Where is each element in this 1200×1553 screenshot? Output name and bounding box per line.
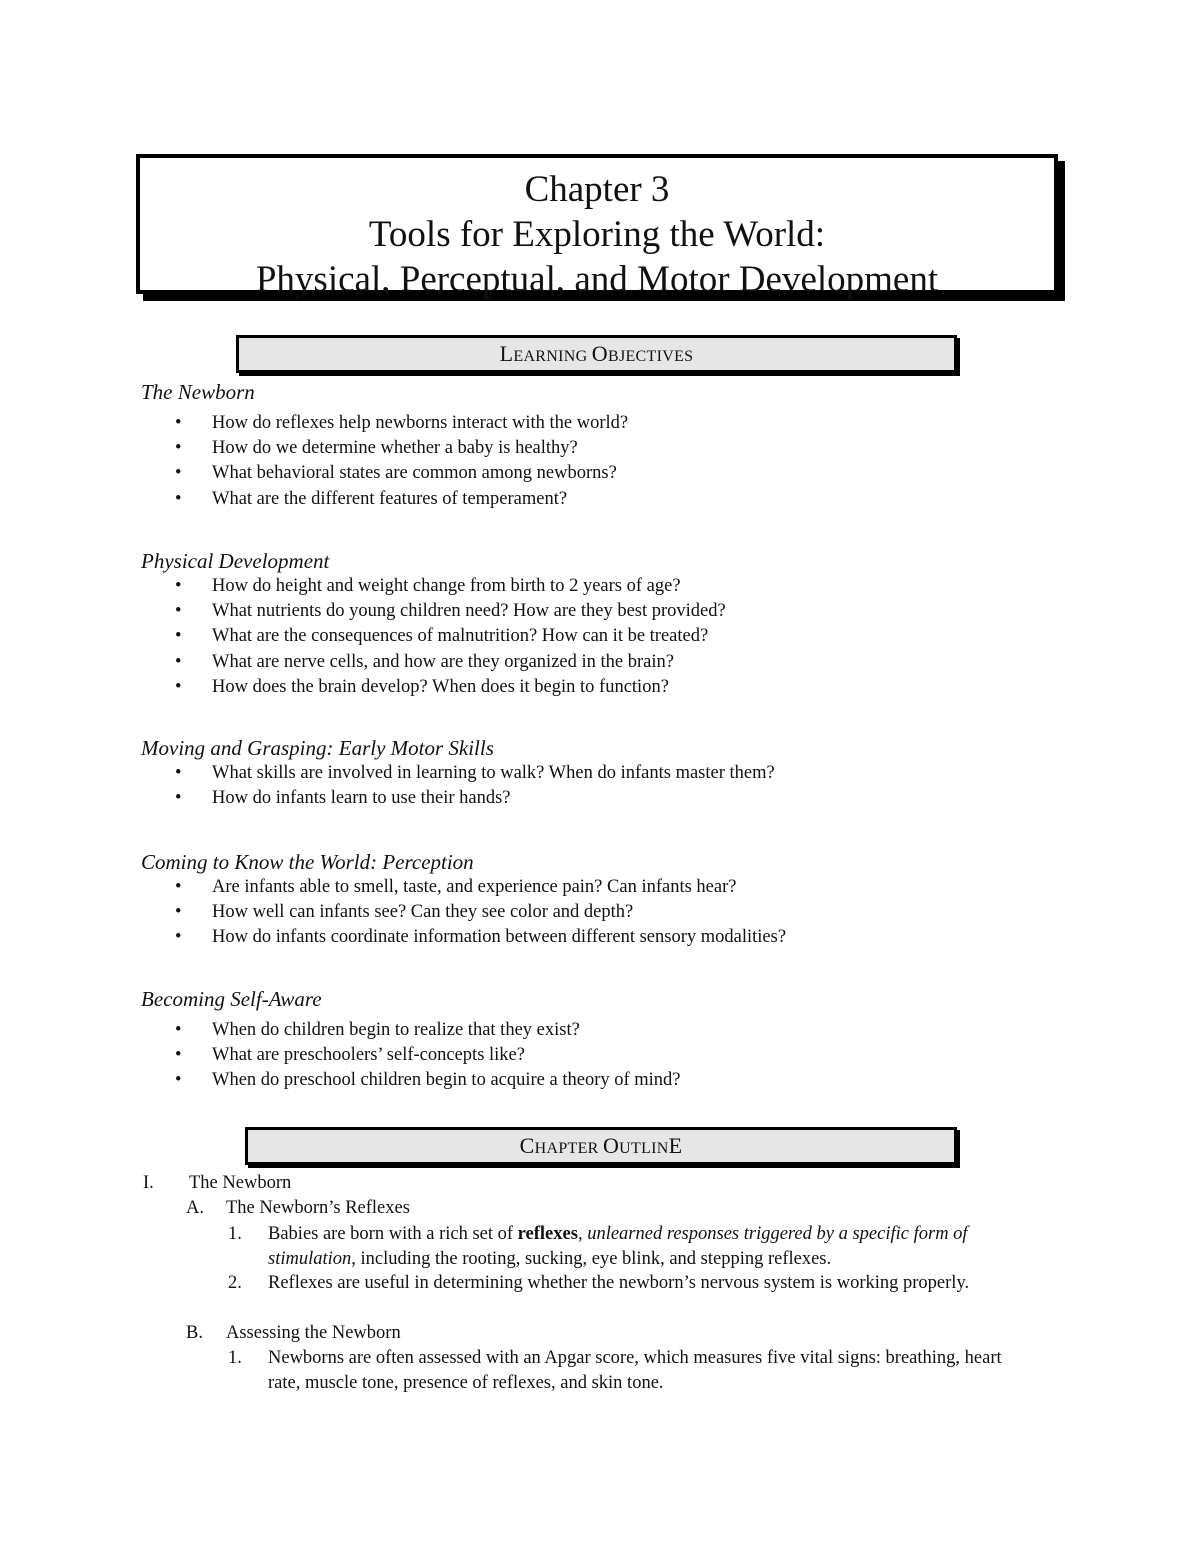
list-item: • How well can infants see? Can they see color and depth? [172, 900, 786, 925]
section-heading-motor: Moving and Grasping: Early Motor Skills [141, 736, 494, 760]
key-term-definition: unlearned responses triggered by a specific form of stimulation [268, 1224, 968, 1269]
chapter-outline-header: CHAPTER OUTLINE [245, 1127, 957, 1165]
list-item: • How do infants learn to use their hands? [172, 786, 775, 811]
list-item: • When do preschool children begin to acquire a theory of mind? [172, 1068, 681, 1093]
section-heading-physical: Physical Development [141, 549, 330, 573]
bullet-icon: • [175, 651, 182, 672]
bullet-icon: • [175, 413, 182, 433]
bullet-icon: • [175, 902, 182, 923]
list-item: • When do children begin to realize that they exist? [172, 1018, 681, 1043]
bullet-list-physical [172, 574, 726, 700]
outline-item-A1: Babies are born with a rich set of reflexes, unlearned responses triggered by a specific form of stimulation, including the rooting, sucking, eye blink, and stepping reflexes. [268, 1224, 968, 1269]
list-item: • What are preschoolers’ self-concepts like? [172, 1043, 681, 1068]
section-heading-self-aware: Becoming Self-Aware [141, 987, 322, 1011]
list-item: • What are the different features of temperament? [172, 487, 628, 512]
list-item: • What nutrients do young children need? How are they best provided? [172, 599, 726, 624]
bullet-icon: • [175, 788, 182, 809]
chapter-subtitle: Physical, Perceptual, and Motor Development [255, 259, 939, 300]
list-item: • What skills are involved in learning to walk? When do infants master them? [172, 761, 775, 786]
bullet-icon: • [175, 763, 182, 783]
list-item: • How do we determine whether a baby is healthy? [172, 436, 628, 461]
list-item: • Are infants able to smell, taste, and experience pain? Can infants hear? [172, 875, 786, 900]
bullet-list-perception [172, 875, 786, 951]
outline-item-A2: Reflexes are useful in determining whether the newborn’s nervous system is working properly. [268, 1273, 970, 1293]
list-item: • How do height and weight change from birth to 2 years of age? [172, 574, 726, 599]
bullet-icon: • [175, 463, 182, 484]
outline-item-B1: Newborns are often assessed with an Apgar score, which measures five vital signs: breathing, heart rate, muscle tone, presence of reflexes, and skin tone. [268, 1348, 1002, 1393]
list-item: • How do infants coordinate information between different sensory modalities? [172, 925, 786, 950]
bullet-icon: • [175, 488, 182, 509]
bullet-icon: • [175, 626, 182, 647]
bullet-icon: • [175, 1045, 182, 1066]
outline-item-B1-number: 1. [228, 1348, 242, 1368]
bullet-icon: • [175, 438, 182, 459]
section-heading-perception: Coming to Know the World: Perception [141, 850, 474, 874]
bullet-icon: • [175, 927, 182, 948]
list-item: • How does the brain develop? When does it begin to function? [172, 675, 726, 700]
bullet-list-self-aware [172, 1018, 681, 1094]
bullet-icon: • [175, 877, 182, 897]
chapter-title: Tools for Exploring the World: [368, 214, 826, 255]
list-item: • What are the consequences of malnutrition? How can it be treated? [172, 624, 726, 649]
bullet-icon: • [175, 576, 182, 596]
section-heading-newborn: The Newborn [141, 380, 255, 404]
bullet-list-newborn [172, 411, 628, 512]
list-item: • What are nerve cells, and how are they organized in the brain? [172, 650, 726, 675]
learning-objectives-header: LEARNING OBJECTIVES [236, 335, 957, 373]
bullet-list-motor [172, 761, 775, 811]
list-item: • How do reflexes help newborns interact with the world? [172, 411, 628, 436]
outline-item-A1-number: 1. [228, 1224, 242, 1244]
chapter-title-box [136, 154, 1058, 300]
bullet-icon: • [175, 601, 182, 622]
list-item: • What behavioral states are common among newborns? [172, 461, 628, 486]
key-term-reflexes: reflexes [517, 1224, 578, 1244]
bullet-icon: • [175, 1020, 182, 1040]
outline-item-A2-number: 2. [228, 1273, 242, 1293]
bullet-icon: • [175, 1070, 182, 1091]
chapter-number: Chapter 3 [524, 169, 670, 210]
bullet-icon: • [175, 676, 182, 697]
